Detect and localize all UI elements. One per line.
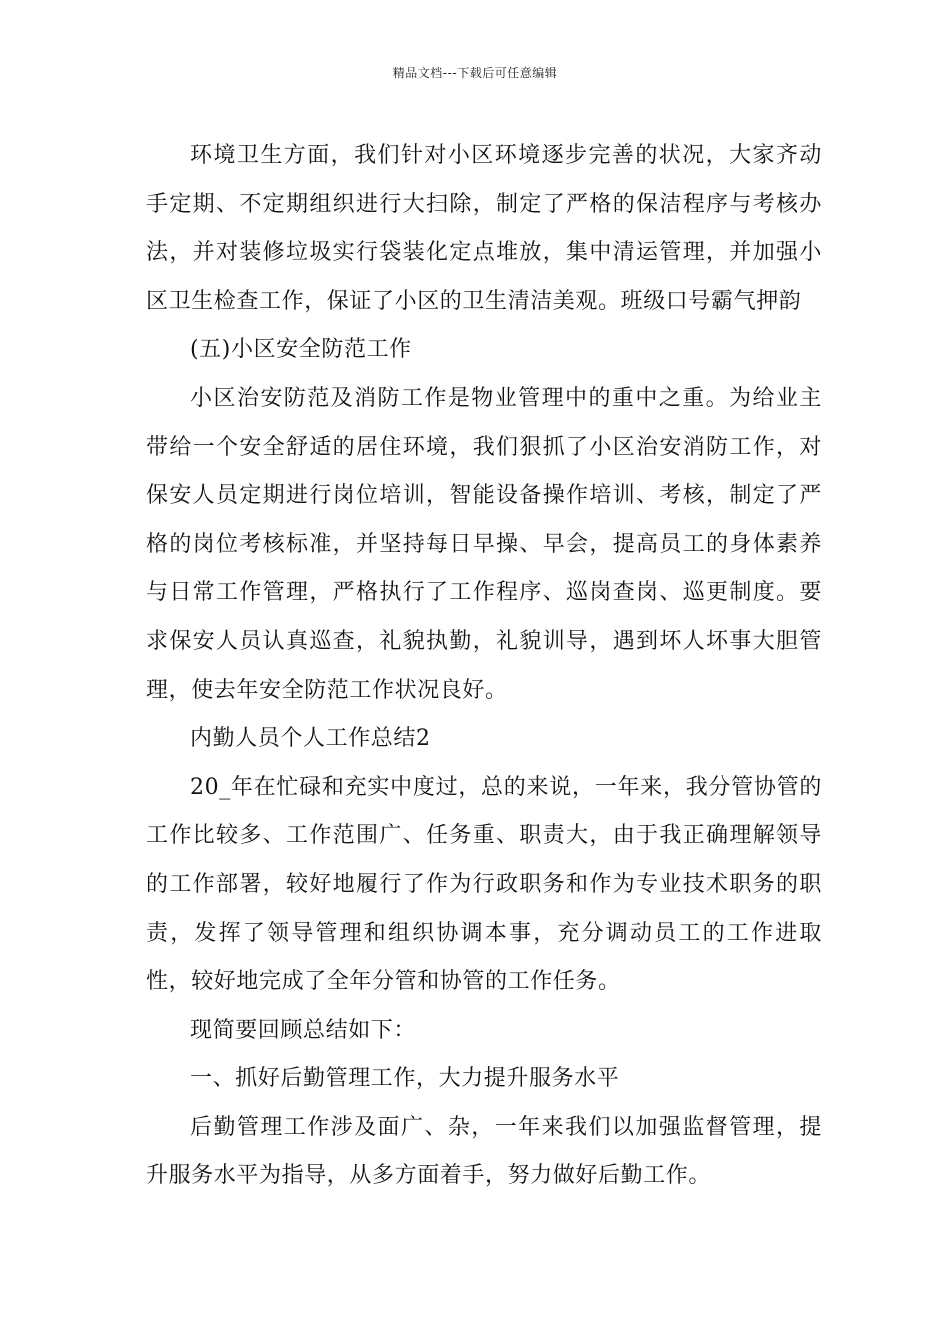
paragraph-security-details: 小区治安防范及消防工作是物业管理中的重中之重。为给业主带给一个安全舒适的居住环境，我们狠抓了小区治安消防工作，对保安人员定期进行岗位培训，智能设备操作培训、考核，制定了严格的岗位考核标准，并坚持每日早操、早会，提高员工的身体素养与日常工作管理，严格执行了工作程序、巡岗查岗、巡更制度。要求保安人员认真巡查，礼貌执勤，礼貌训导，遇到坏人坏事大胆管理，使去年安全防范工作状况良好。 [146, 385, 822, 703]
page-header: 精品文档---下载后可任意编辑 [392, 66, 558, 80]
paragraph-environment-hygiene: 环境卫生方面，我们针对小区环境逐步完善的状况，大家齐动手定期、不定期组织进行大扫除，制定了严格的保洁程序与考核办法，并对装修垃圾实行袋装化定点堆放，集中清运管理，并加强小区卫生检查工作，保证了小区的卫生清洁美观。班级口号霸气押韵 [146, 143, 822, 314]
document-body [146, 132, 822, 1201]
paragraph-summary-intro: 现简要回顾总结如下： [190, 1017, 417, 1043]
heading-summary-2: 内勤人员个人工作总结2 [190, 726, 431, 752]
paragraph-year-review: 20_年在忙碌和充实中度过，总的来说，一年来，我分管协管的工作比较多、工作范围广、任务重、职责大，由于我正确理解领导的工作部署，较好地履行了作为行政职务和作为专业技术职务的职责，发挥了领导管理和组织协调本事，充分调动员工的工作进取性，较好地完成了全年分管和协管的工作任务。 [146, 774, 822, 995]
heading-security-work: (五)小区安全防范工作 [190, 337, 412, 363]
heading-logistics: 一、抓好后勤管理工作，大力提升服务水平 [190, 1066, 620, 1092]
paragraph-logistics-details: 后勤管理工作涉及面广、杂，一年来我们以加强监督管理，提升服务水平为指导，从多方面着手，努力做好后勤工作。 [146, 1114, 822, 1189]
